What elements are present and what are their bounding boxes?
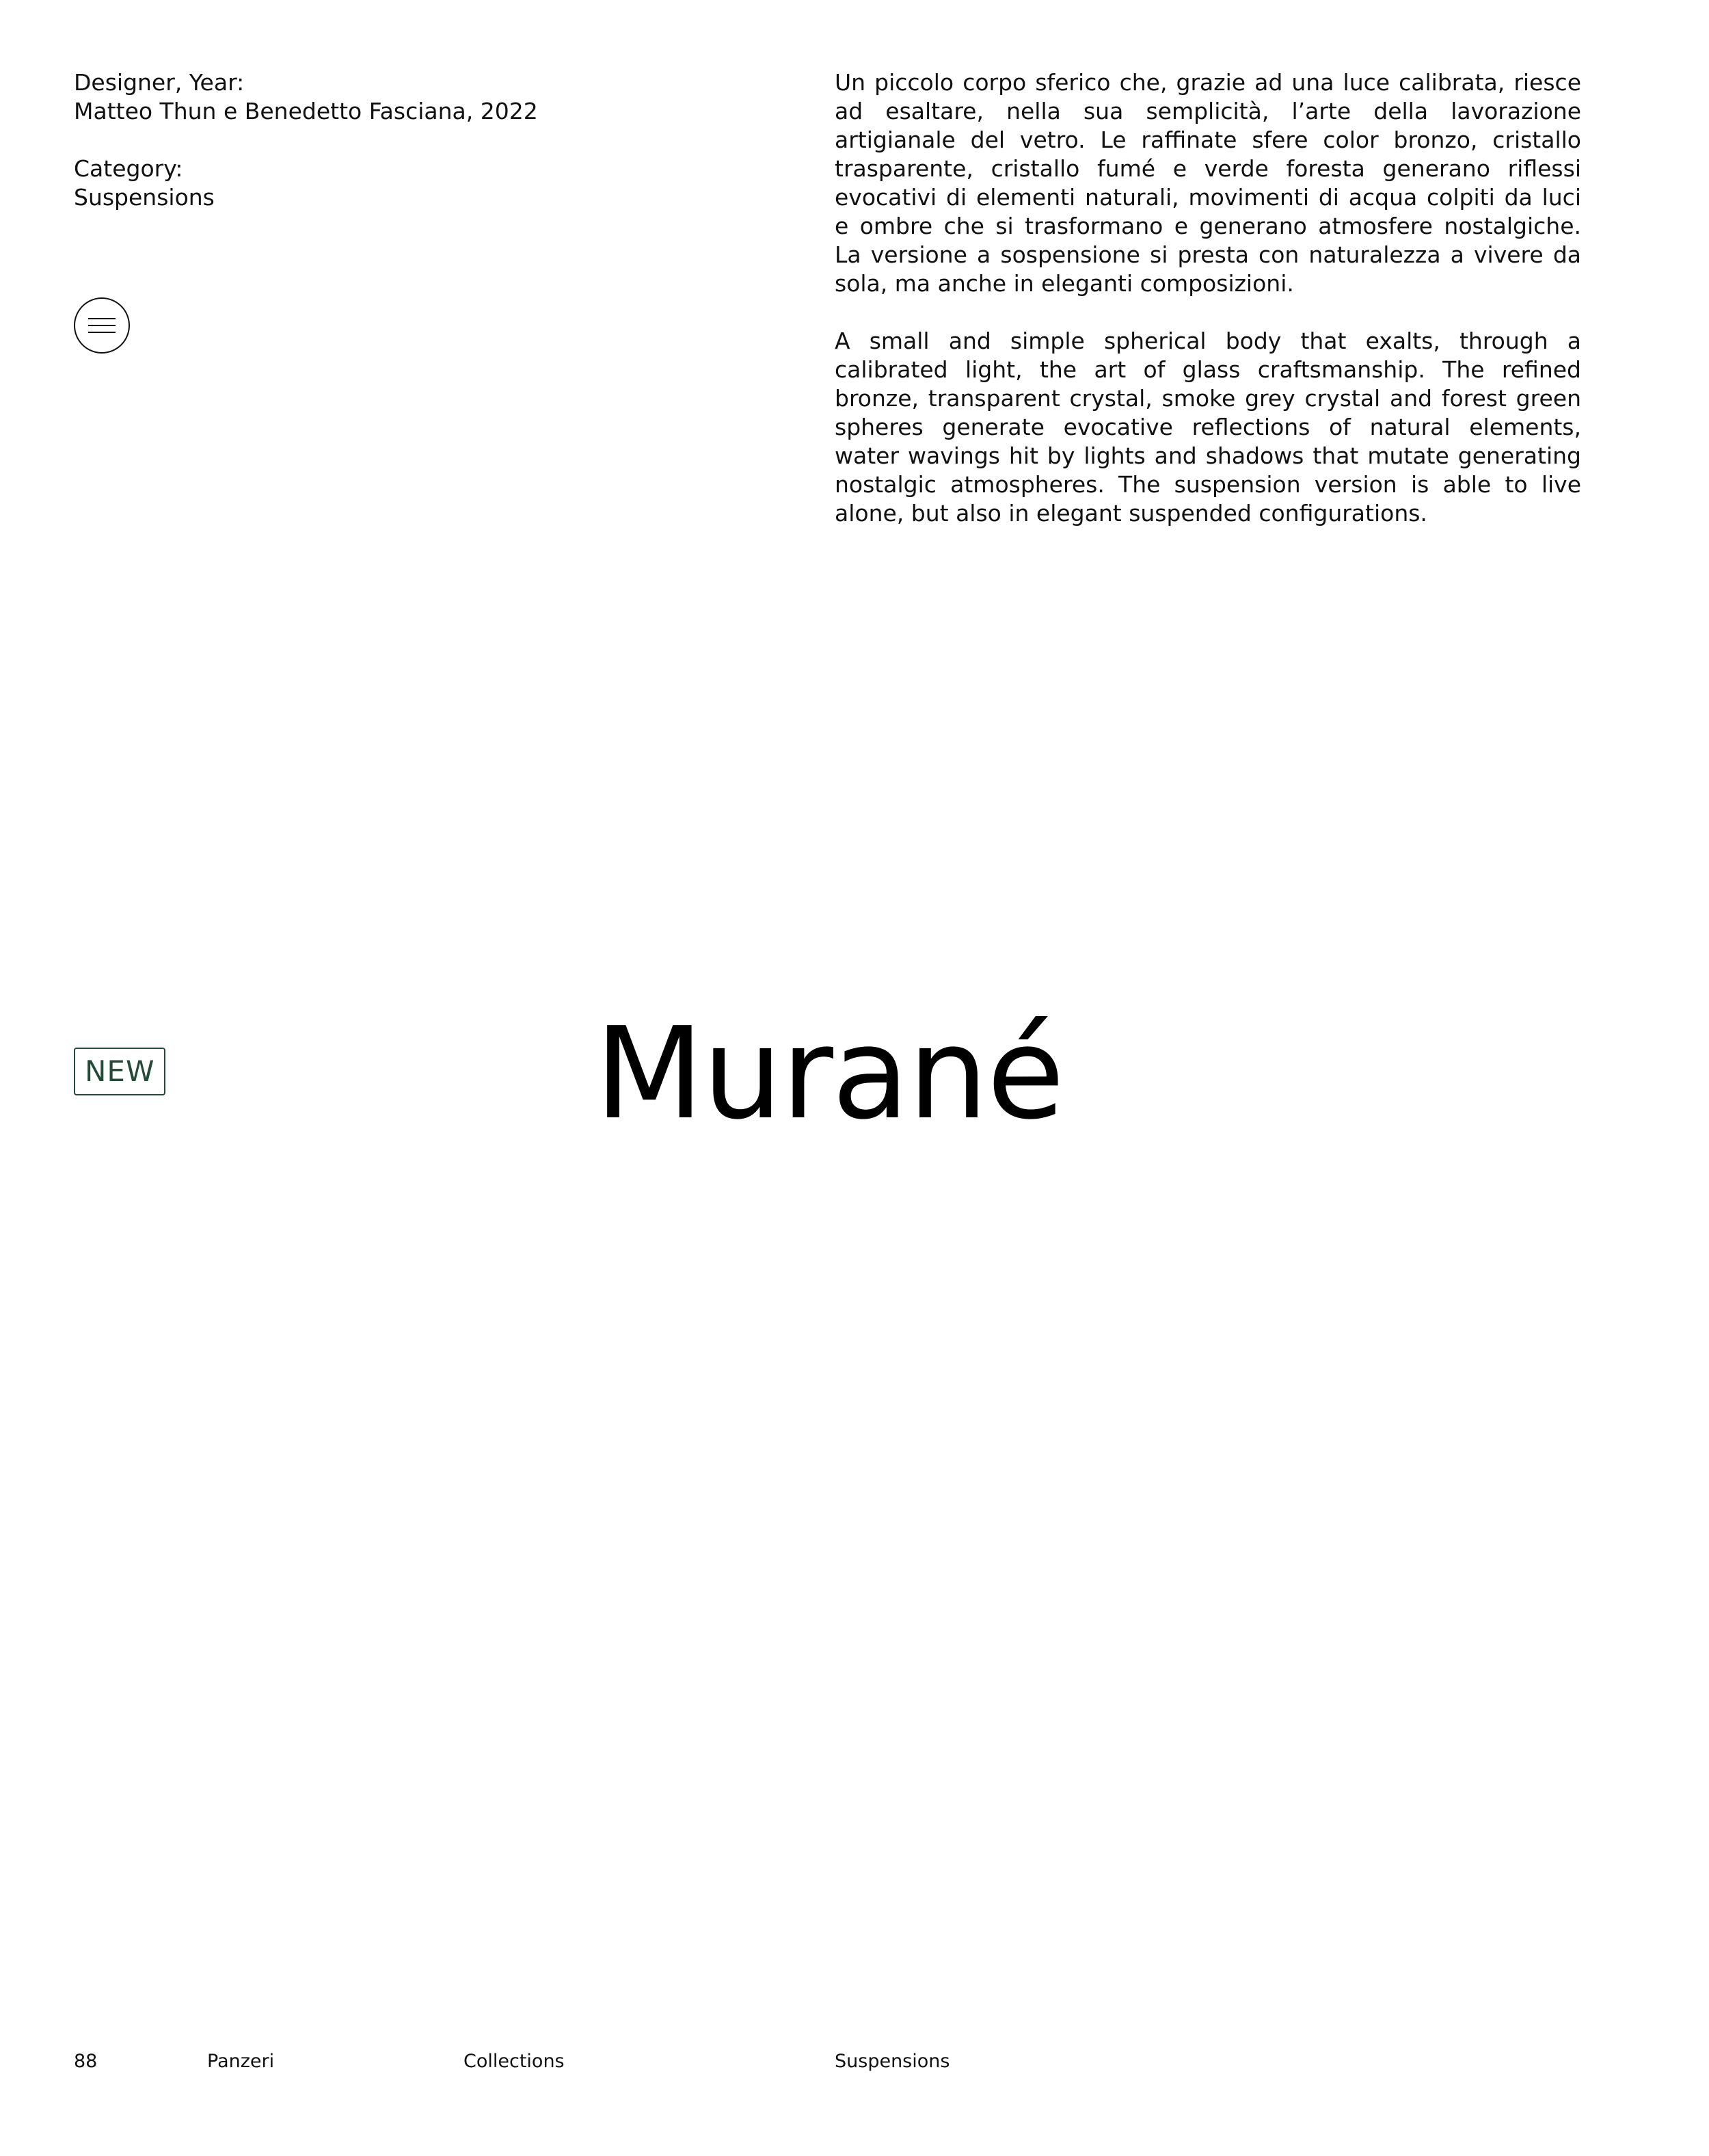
- designer-value: Matteo Thun e Benedetto Fasciana, 2022: [74, 98, 538, 124]
- category-value: Suspensions: [74, 184, 215, 211]
- designer-info: [74, 68, 757, 126]
- description-english: A small and simple spherical body that exalts, through a calibrated light, the art of glass craftsmanship. The refined bronze, transparent crystal, smoke grey crystal and forest green spheres generate evocative reflections of natural elements, water wavings hit by lights and shadows that mutate generating nostalgic atmospheres. The suspension version is able to live alone, but also in elegant suspended configurations.: [835, 328, 1581, 527]
- category-info: [74, 155, 757, 212]
- description-italian: Un piccolo corpo sferico che, grazie ad una luce calibrata, riesce ad esaltare, nella sua semplicità, l’arte della lavorazione artigianale del vetro. Le raffinate sfere color bronzo, cristallo trasparente, cristallo fumé e verde foresta generano riflessi evocativi di elementi naturali, movimenti di acqua colpiti da luci e ombre che si trasformano e generano atmosfere nostalgiche. La versione a sospensione si presta con naturalezza a vivere da sola, ma anche in eleganti composizioni.: [835, 69, 1581, 297]
- page-number: 88: [74, 2051, 98, 2072]
- footer-brand: Panzeri: [207, 2051, 275, 2072]
- category-label: Category:: [74, 155, 183, 182]
- product-title: Murané: [595, 1000, 1064, 1147]
- product-meta: [74, 68, 757, 241]
- product-description: [835, 68, 1581, 557]
- designer-label: Designer, Year:: [74, 69, 245, 96]
- menu-button[interactable]: [74, 297, 130, 354]
- footer-section: Suspensions: [835, 2051, 950, 2072]
- hamburger-menu-icon: [88, 318, 116, 333]
- new-badge: NEW: [74, 1048, 165, 1095]
- footer-collections: Collections: [463, 2051, 565, 2072]
